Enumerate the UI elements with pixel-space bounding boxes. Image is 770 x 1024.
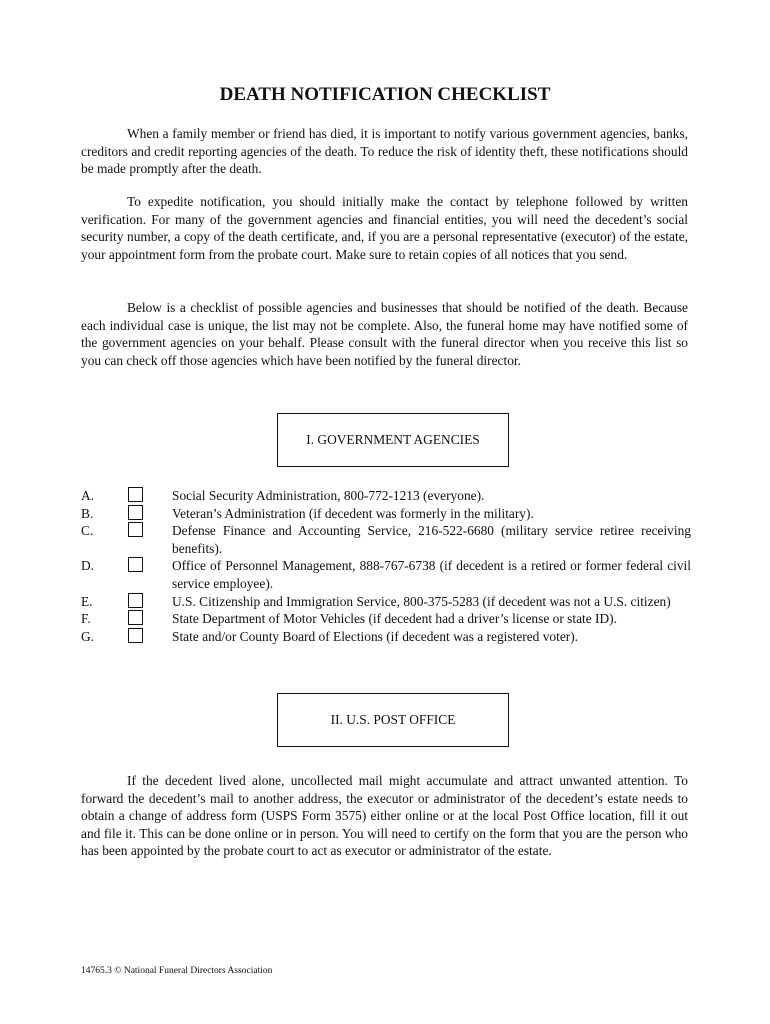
page-title: DEATH NOTIFICATION CHECKLIST [219, 84, 551, 105]
item-letter: G. [81, 628, 95, 644]
item-letter: E. [81, 593, 93, 609]
item-text: Defense Finance and Accounting Service, 216-522-6680 (military service retiree receiving benefits). [172, 523, 691, 556]
section-heading-label: I. GOVERNMENT AGENCIES [306, 432, 480, 448]
expedite-paragraph: To expedite notification, you should initially make the contact by telephone followed by written verification. For many of the government agencies and financial entities, you will need the decedent’s social security number, a copy of the death certificate, and, if you are a personal representative (executor) of the estate, your appointment form from the probate court. Make sure to retain copies of all notices that you send. [81, 194, 688, 262]
section-heading-label: II. U.S. POST OFFICE [330, 712, 456, 728]
checkbox[interactable] [128, 505, 143, 520]
item-text: State and/or County Board of Elections (if decedent was a registered voter). [172, 628, 579, 644]
item-text: U.S. Citizenship and Immigration Service, 800-375-5283 (if decedent was not a U.S. citizen) [172, 593, 671, 609]
item-text: Office of Personnel Management, 888-767-6738 (if decedent is a retired or former federal civil service employee). [172, 558, 691, 591]
checkbox[interactable] [128, 610, 143, 625]
checklist-item [81, 628, 691, 646]
checklist-item [81, 610, 691, 628]
checklist-item [81, 557, 691, 592]
checklist-item [81, 593, 691, 611]
item-letter: C. [81, 523, 94, 539]
agency-checklist [81, 487, 691, 645]
item-letter: B. [81, 505, 94, 521]
item-text: State Department of Motor Vehicles (if decedent had a driver’s license or state ID). [172, 611, 617, 627]
item-letter: D. [81, 558, 95, 574]
footer-copyright: 14765.3 © National Funeral Directors Association [81, 966, 273, 976]
checklist-item [81, 522, 691, 557]
checkbox[interactable] [128, 557, 143, 572]
checklist-note-paragraph: Below is a checklist of possible agencies and businesses that should be notified of the death. Because each individual case is unique, the list may not be complete. Also, the funeral home may have notified some of the government agencies on your behalf. Please consult with the funeral director when you receive this list so you can check off those agencies which have been notified by the funeral director. [81, 300, 688, 368]
checkbox[interactable] [128, 487, 143, 502]
section-heading-post-office [277, 693, 509, 747]
checkbox[interactable] [128, 628, 143, 643]
post-office-paragraph: If the decedent lived alone, uncollected mail might accumulate and attract unwanted attention. To forward the decedent’s mail to another address, the executor or administrator of the decedent’s estate needs to obtain a change of address form (USPS Form 3575) either online or at the local Post Office location, fill it out and file it. This can be done online or in person. You will need to certify on the form that you are the person who has been appointed by the probate court to act as executor or administrator of the estate. [81, 773, 688, 859]
checklist-item [81, 487, 691, 505]
item-text: Social Security Administration, 800-772-1213 (everyone). [172, 488, 485, 503]
item-letter: F. [81, 611, 91, 627]
item-letter: A. [81, 488, 95, 503]
intro-paragraph: When a family member or friend has died, it is important to notify various government agencies, banks, creditors and credit reporting agencies of the death. To reduce the risk of identity theft, these notifications should be made promptly after the death. [81, 126, 688, 177]
checkbox[interactable] [128, 593, 143, 608]
item-text: Veteran’s Administration (if decedent was formerly in the military). [172, 505, 534, 521]
checkbox[interactable] [128, 522, 143, 537]
checklist-item [81, 505, 691, 523]
section-heading-government-agencies [277, 413, 509, 467]
